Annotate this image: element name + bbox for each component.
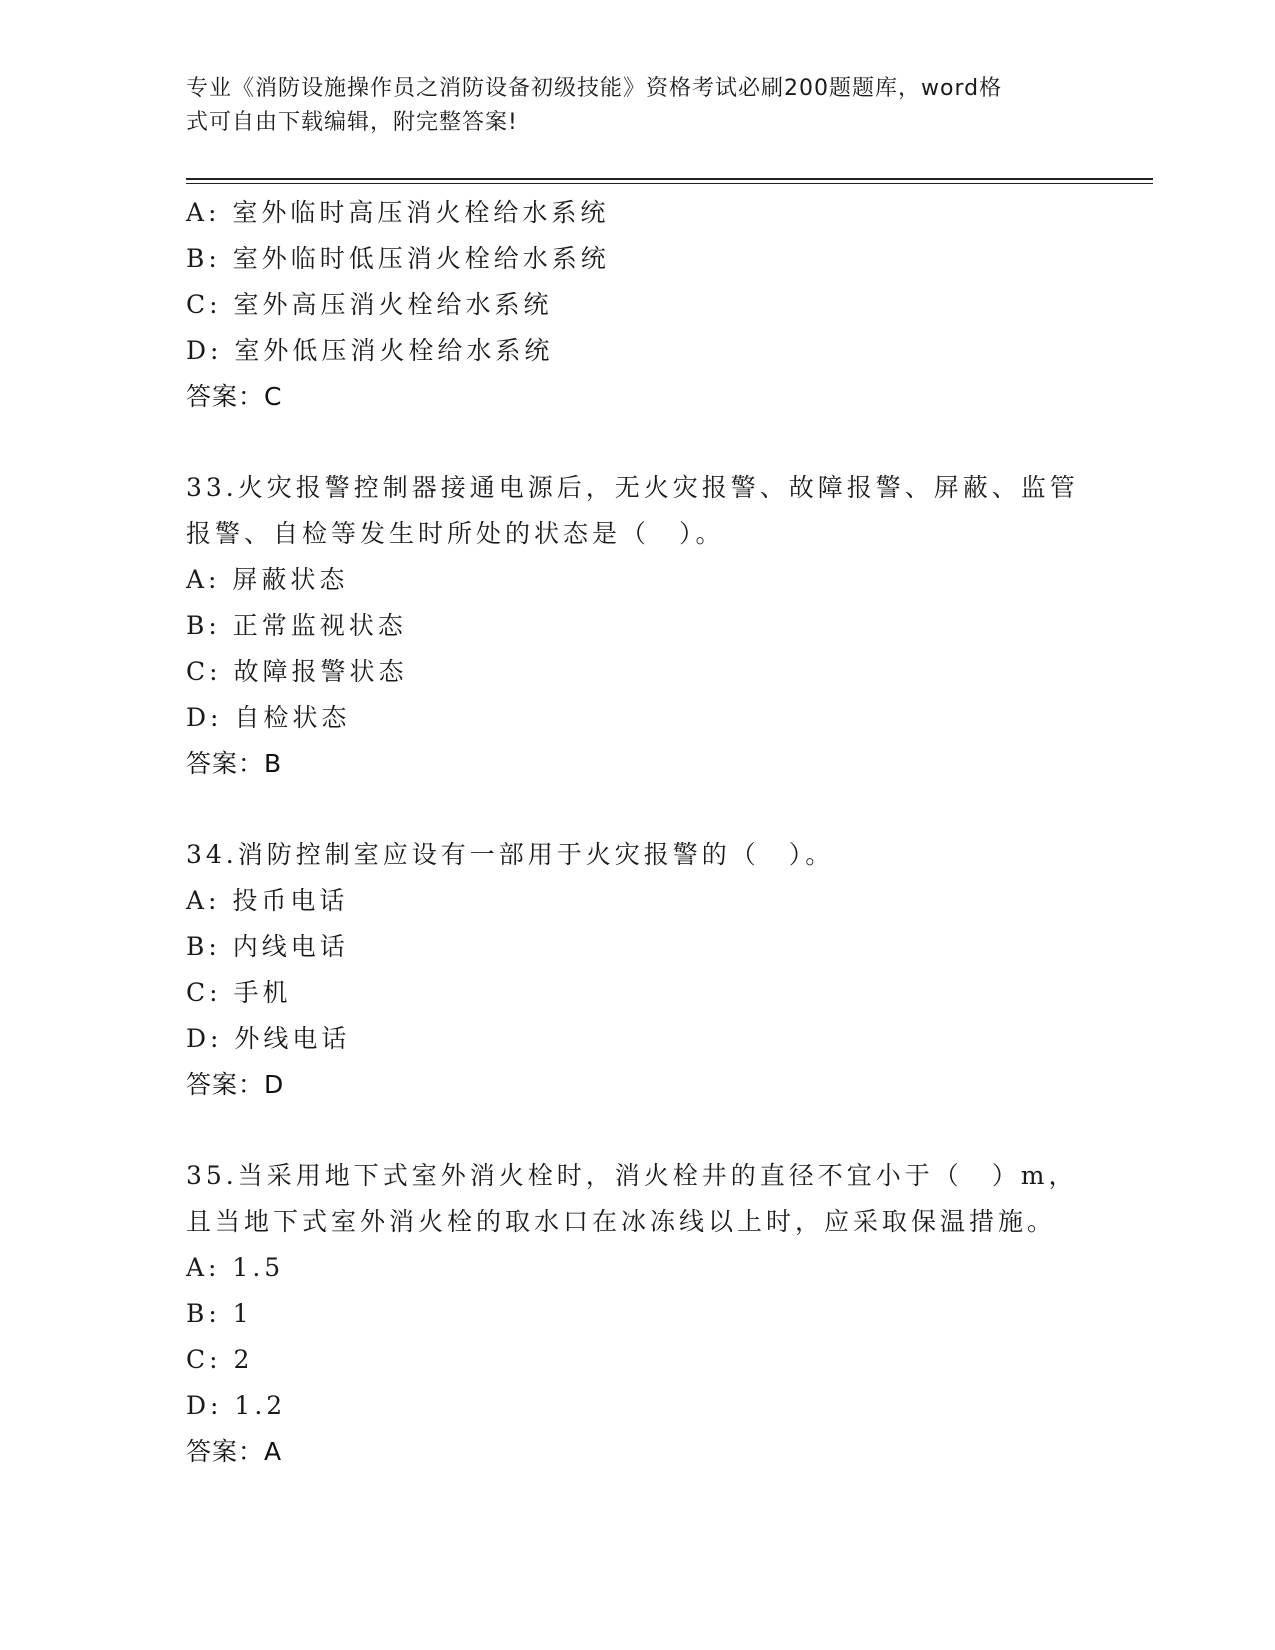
question-33 [186,465,1086,787]
question-list [186,190,1086,1475]
option-a: A: 屏蔽状态 [186,565,349,594]
option-b: B: 正常监视状态 [186,611,407,640]
header-divider-thick [186,178,1153,180]
answer-label: 答案：B [186,749,283,778]
option-d: D: 外线电话 [186,1024,351,1053]
option-c: C: 室外高压消火栓给水系统 [186,290,553,319]
option-c: C: 故障报警状态 [186,657,408,686]
document-header [186,72,1086,140]
option-a: A: 1.5 [186,1253,285,1282]
option-a: A: 投币电话 [186,886,349,915]
question-stem: 35.当采用地下式室外消火栓时，消火栓井的直径不宜小于（ ）m， [186,1161,1078,1190]
question-stem: 34.消防控制室应设有一部用于火灾报警的（ ）。 [186,840,835,869]
question-34 [186,832,1086,1108]
question-32 [186,190,1086,420]
header-divider-thin [186,183,1153,184]
option-d: D: 1.2 [186,1391,287,1420]
header-line-2: 式可自由下载编辑，附完整答案! [186,110,518,135]
question-stem-continued: 报警、自检等发生时所处的状态是（ ）。 [186,519,725,548]
answer-label: 答案：D [186,1070,285,1099]
answer-label: 答案：A [186,1437,283,1466]
question-35 [186,1153,1086,1475]
option-d: D: 自检状态 [186,703,351,732]
option-c: C: 手机 [186,978,292,1007]
header-line-1: 专业《消防设施操作员之消防设备初级技能》资格考试必刷200题题库，word格 [186,76,1003,101]
question-stem: 33.火灾报警控制器接通电源后，无火灾报警、故障报警、屏蔽、监管 [186,473,1079,502]
option-b: B: 室外临时低压消火栓给水系统 [186,244,610,273]
option-b: B: 内线电话 [186,932,349,961]
question-stem-continued: 且当地下式室外消火栓的取水口在冰冻线以上时，应采取保温措施。 [186,1207,1057,1236]
option-c: C: 2 [186,1345,254,1374]
option-b: B: 1 [186,1299,253,1328]
answer-label: 答案：C [186,382,283,411]
option-a: A: 室外临时高压消火栓给水系统 [186,198,610,227]
option-d: D: 室外低压消火栓给水系统 [186,336,554,365]
